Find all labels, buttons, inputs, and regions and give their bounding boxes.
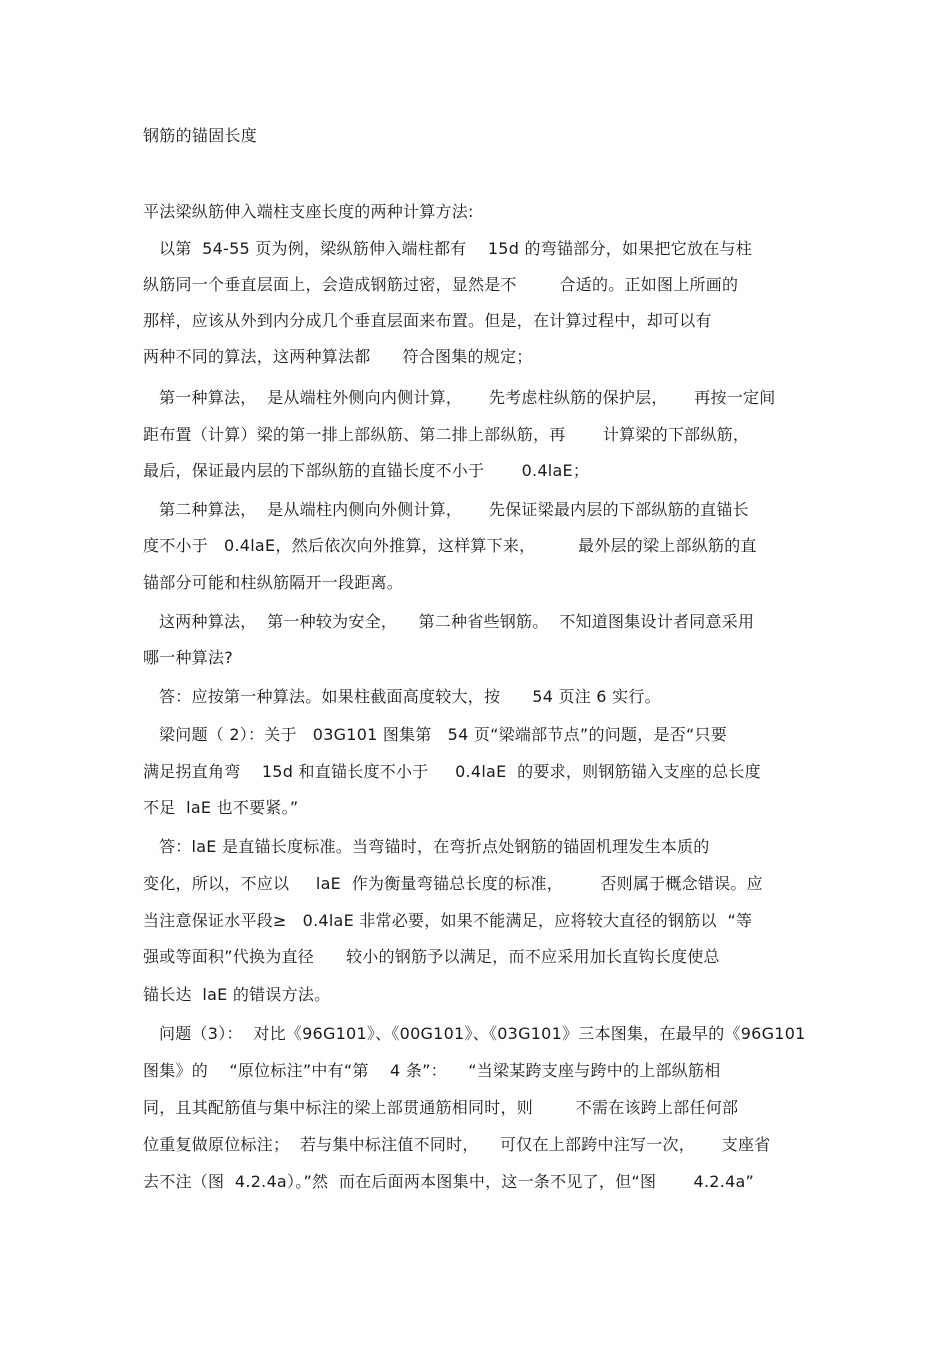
body-line: 最后，保证最内层的下部纵筋的直锚长度不小于 0.4laE； [143,461,590,480]
body-line: 纵筋同一个垂直层面上，会造成钢筋过密，显然是不 合适的。正如图上所画的 [143,275,739,294]
body-line: 这两种算法， 第一种较为安全， 第二种省些钢筋。 不知道图集设计者同意采用 [143,612,755,631]
body-line: 强或等面积”代换为直径 较小的钢筋予以满足，而不应采用加长直钩长度使总 [143,947,720,966]
body-line: 梁问题（ 2）：关于 03G101 图集第 54 页“梁端部节点”的问题，是否“只要 [143,725,727,744]
body-line: 答：laE 是直锚长度标准。当弯锚时，在弯折点处钢筋的锚固机理发生本质的 [143,837,710,856]
body-line: 第二种算法， 是从端柱内侧向外侧计算， 先保证梁最内层的下部纵筋的直锚长 [143,500,749,519]
body-line: 答：应按第一种算法。如果柱截面高度较大，按 54 页注 6 实行。 [143,687,661,706]
document-title: 钢筋的锚固长度 [143,126,258,145]
body-line: 位重复做原位标注； 若与集中标注值不同时， 可仅在上部跨中注写一次， 支座省 [143,1135,771,1154]
body-line: 以第 54-55 页为例，梁纵筋伸入端柱都有 15d 的弯锚部分，如果把它放在与柱 [143,239,752,258]
body-line: 当注意保证水平段≥ 0.4laE 非常必要，如果不能满足，应将较大直径的钢筋以 “等 [143,911,753,930]
body-line: 问题（3）： 对比《96G101》、《00G101》、《03G101》三本图集，在最早的《96G101 [143,1024,806,1043]
body-line: 变化，所以，不应以 laE 作为衡量弯锚总长度的标准， 否则属于概念错误。应 [143,874,763,893]
body-line: 锚部分可能和柱纵筋隔开一段距离。 [143,573,404,592]
body-line: 满足拐直角弯 15d 和直锚长度不小于 0.4laE 的要求，则钢筋锚入支座的总长度 [143,762,761,781]
body-line: 第一种算法， 是从端柱外侧向内侧计算， 先考虑柱纵筋的保护层， 再按一定间 [143,388,776,407]
body-line: 图集》的 “原位标注”中有“第 4 条”： “当梁某跨支座与跨中的上部纵筋相 [143,1061,721,1080]
body-line: 不足 laE 也不要紧。” [143,798,299,817]
body-line: 同，且其配筋值与集中标注的梁上部贯通筋相同时，则 不需在该跨上部任何部 [143,1098,739,1117]
body-line: 度不小于 0.4laE，然后依次向外推算，这样算下来， 最外层的梁上部纵筋的直 [143,536,757,555]
body-line: 哪一种算法? [143,648,233,667]
body-line: 那样，应该从外到内分成几个垂直层面来布置。但是，在计算过程中，却可以有 [143,311,712,330]
body-line: 平法梁纵筋伸入端柱支座长度的两种计算方法: [143,202,474,221]
body-line: 距布置（计算）梁的第一排上部纵筋、第二排上部纵筋，再 计算梁的下部纵筋， [143,425,750,444]
body-line: 锚长达 laE 的错误方法。 [143,985,331,1004]
body-line: 去不注（图 4.2.4a）。”然 而在后面两本图集中，这一条不见了，但“图 4.2.4a” [143,1172,755,1191]
body-line: 两种不同的算法，这两种算法都 符合图集的规定； [143,347,533,366]
